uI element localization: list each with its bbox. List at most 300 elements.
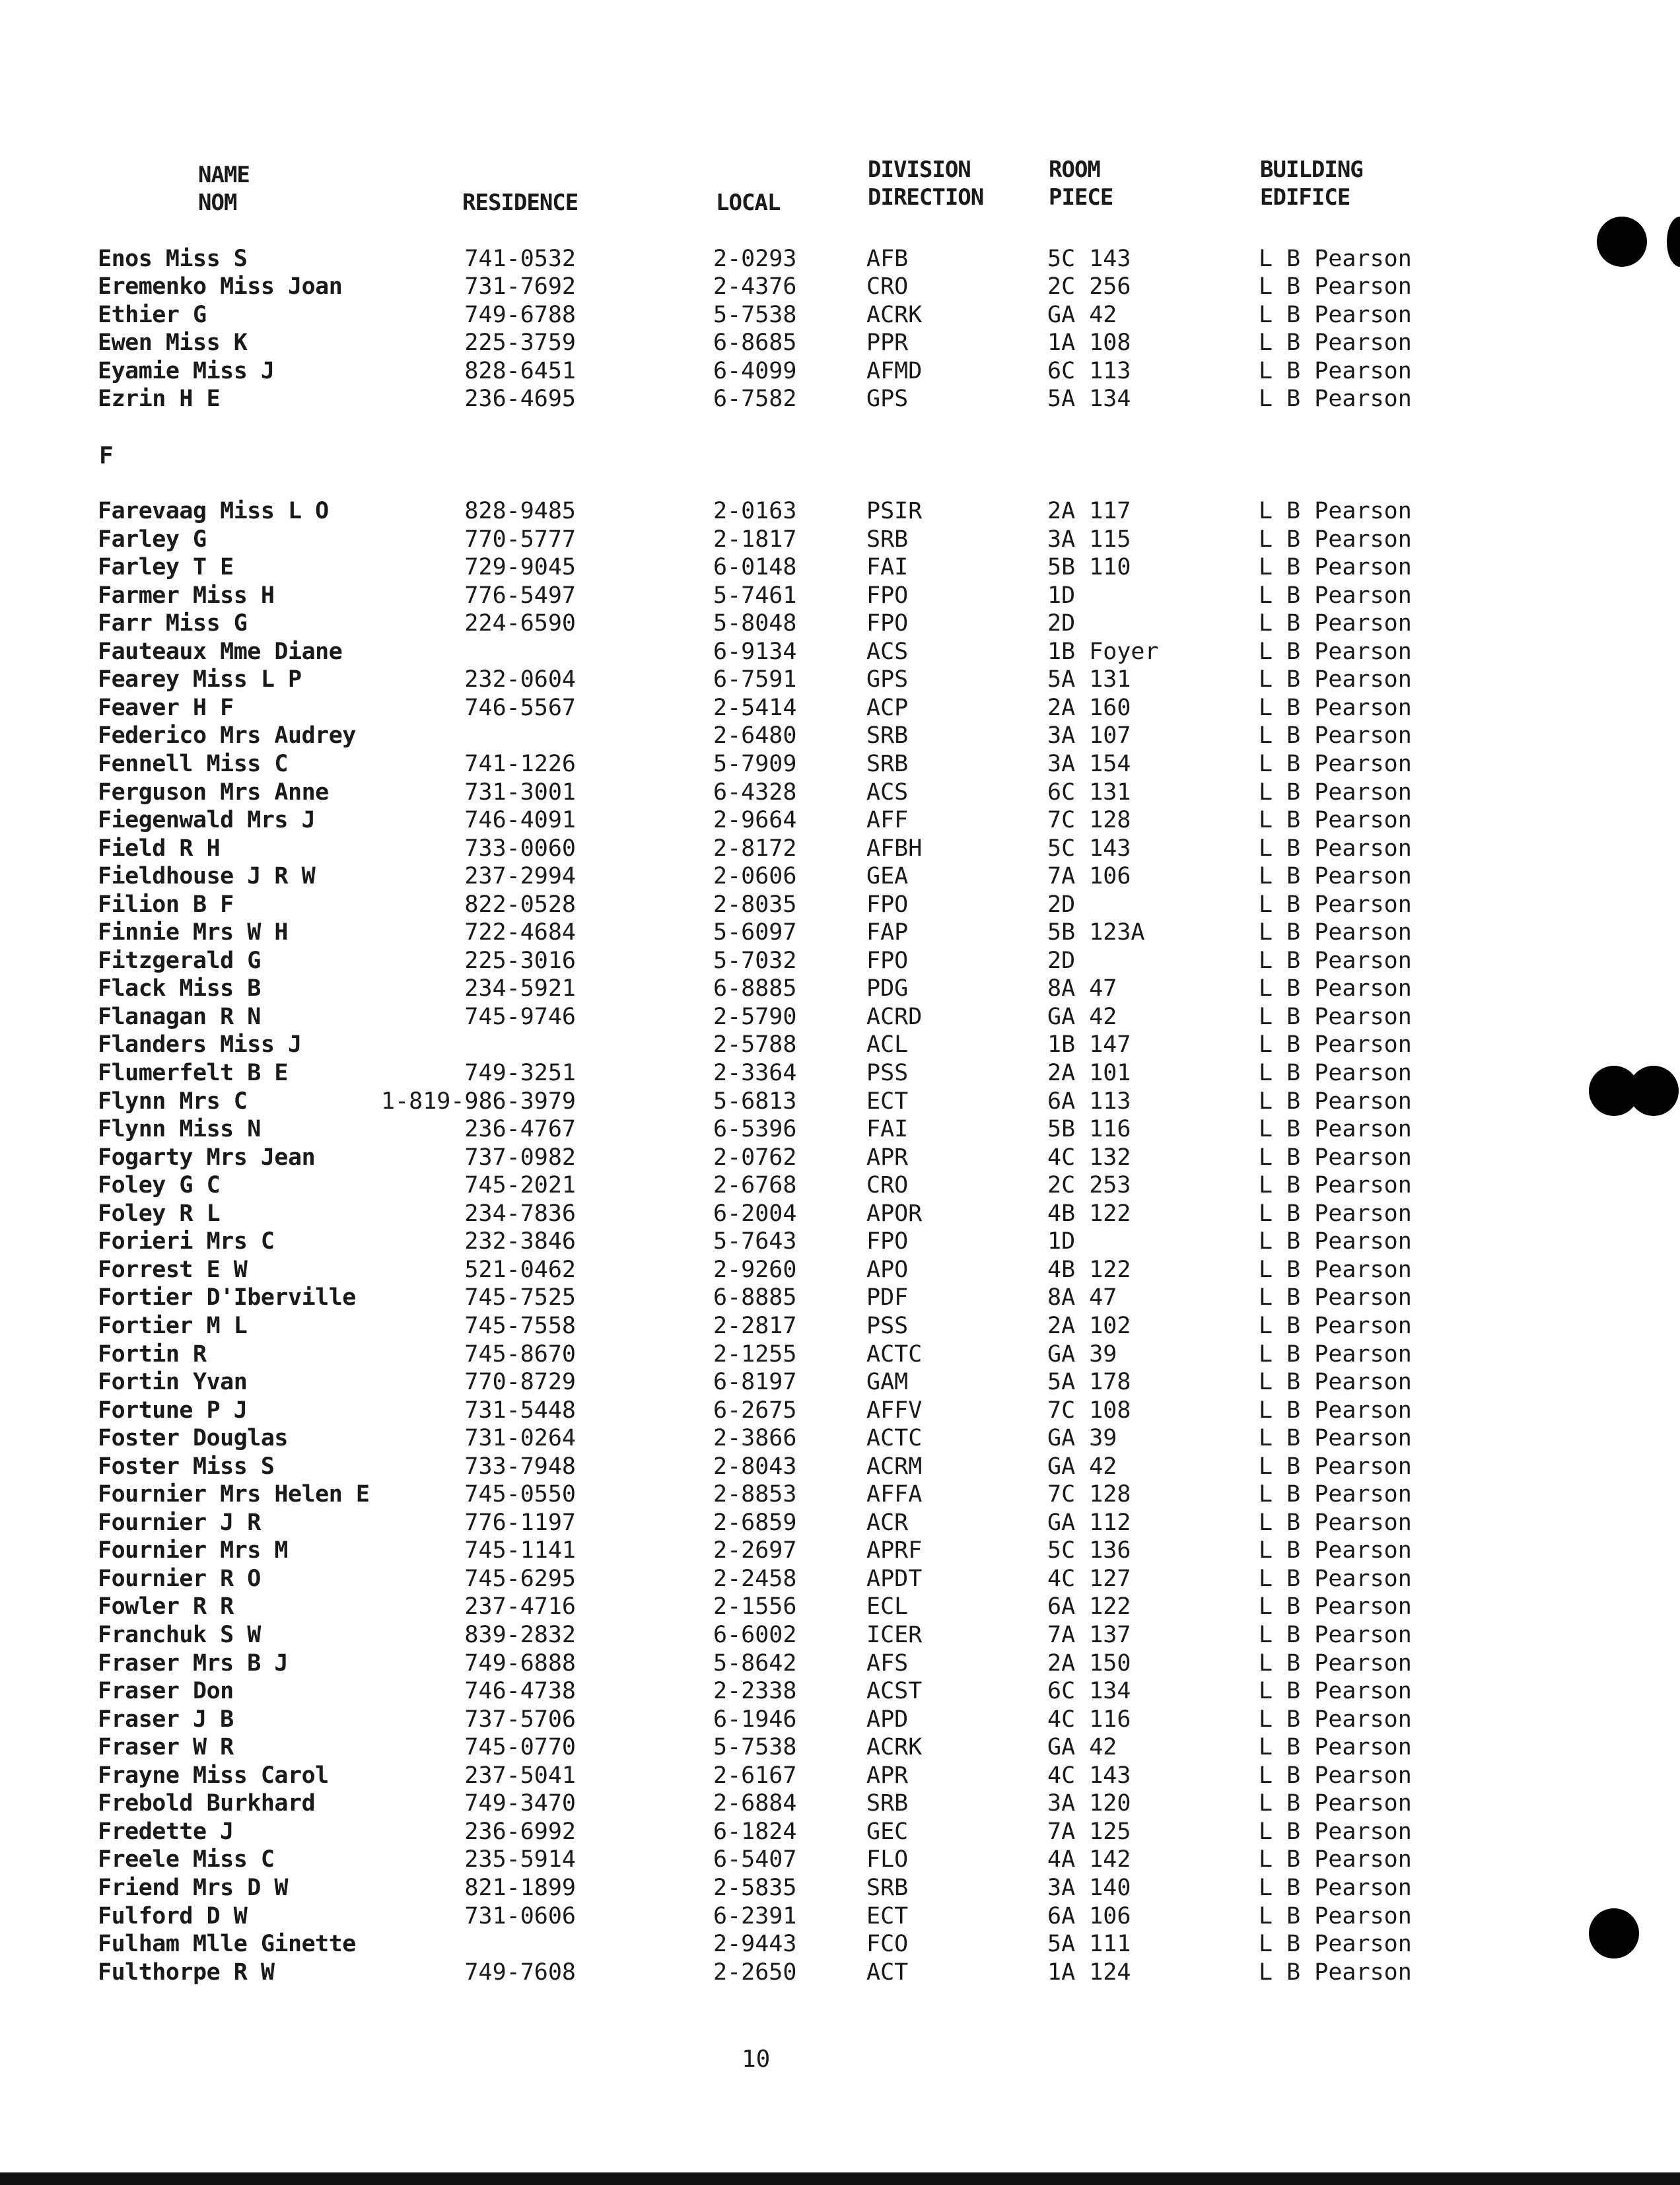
entry-building: L B Pearson xyxy=(1259,1425,1412,1452)
entry-division: AFFA xyxy=(866,1481,923,1508)
entry-room: 1D xyxy=(1047,1228,1076,1255)
entry-division: FCO xyxy=(866,1931,909,1958)
entry-room: 4B 122 xyxy=(1047,1200,1131,1227)
entry-name: Ezrin H E xyxy=(98,386,221,412)
entry-building: L B Pearson xyxy=(1259,807,1412,834)
entry-local: 6-4099 xyxy=(713,357,797,384)
entry-local: 2-5414 xyxy=(713,694,797,721)
entry-division: ECT xyxy=(866,1902,909,1929)
entry-local: 2-9664 xyxy=(713,807,797,834)
entry-local: 2-2817 xyxy=(713,1312,797,1339)
entry-building: L B Pearson xyxy=(1259,1790,1412,1817)
entry-name: Enos Miss S xyxy=(98,246,248,272)
directory-entry xyxy=(0,750,1680,778)
entry-local: 2-8043 xyxy=(713,1453,797,1480)
entry-residence: 822-0528 xyxy=(464,891,576,918)
entry-local: 6-1946 xyxy=(713,1706,797,1733)
directory-entry xyxy=(0,1930,1680,1958)
entry-residence: 237-2994 xyxy=(464,863,576,890)
entry-residence: 749-7608 xyxy=(464,1959,576,1986)
entry-local: 2-6859 xyxy=(713,1509,797,1536)
directory-entry xyxy=(0,553,1680,581)
entry-building: L B Pearson xyxy=(1259,498,1412,524)
entry-room: 5C 136 xyxy=(1047,1537,1131,1564)
entry-residence: 828-6451 xyxy=(464,357,576,384)
entry-name: Flanders Miss J xyxy=(98,1031,302,1058)
entry-name: Flack Miss B xyxy=(98,975,261,1002)
entry-building: L B Pearson xyxy=(1259,750,1412,777)
entry-residence: 521-0462 xyxy=(464,1256,576,1283)
header-residence xyxy=(462,189,578,217)
entry-name: Fournier Mrs M xyxy=(98,1537,289,1564)
entry-local: 2-3364 xyxy=(713,1060,797,1086)
entry-residence: 741-0532 xyxy=(464,246,576,272)
entry-building: L B Pearson xyxy=(1259,1565,1412,1592)
entry-building: L B Pearson xyxy=(1259,638,1412,665)
entry-division: FPO xyxy=(866,1228,909,1255)
entry-division: ACRM xyxy=(866,1453,923,1480)
entry-building: L B Pearson xyxy=(1259,1678,1412,1705)
entry-building: L B Pearson xyxy=(1259,1481,1412,1508)
entry-room: GA 42 xyxy=(1047,301,1117,328)
entry-room: 5A 178 xyxy=(1047,1369,1131,1396)
entry-room: 7C 128 xyxy=(1047,1481,1131,1508)
entry-division: ECL xyxy=(866,1593,909,1620)
header-building xyxy=(1260,156,1363,211)
page-number: 10 xyxy=(742,2046,771,2073)
entry-local: 6-5396 xyxy=(713,1116,797,1143)
entry-residence: 234-5921 xyxy=(464,975,576,1002)
entry-residence: 722-4684 xyxy=(464,919,576,946)
entry-division: AFFV xyxy=(866,1397,923,1424)
entry-local: 2-8853 xyxy=(713,1481,797,1508)
directory-entry xyxy=(0,694,1680,722)
entry-name: Farr Miss G xyxy=(98,610,248,637)
entry-residence: 745-2021 xyxy=(464,1172,576,1199)
entry-division: SRB xyxy=(866,526,909,553)
punch-hole-middle-right xyxy=(1628,1066,1679,1116)
entry-division: APDT xyxy=(866,1565,923,1592)
entry-building: L B Pearson xyxy=(1259,1144,1412,1171)
entry-room: GA 112 xyxy=(1047,1509,1131,1536)
entry-residence: 745-7525 xyxy=(464,1284,576,1311)
entry-local: 2-4376 xyxy=(713,273,797,300)
entry-local: 2-5835 xyxy=(713,1874,797,1901)
entry-room: 2A 101 xyxy=(1047,1060,1131,1086)
entry-division: ICER xyxy=(866,1622,923,1648)
entry-division: PDG xyxy=(866,975,909,1002)
entry-local: 2-0606 xyxy=(713,863,797,890)
entry-division: GAM xyxy=(866,1369,909,1396)
directory-entry xyxy=(0,357,1680,385)
directory-entry xyxy=(0,1031,1680,1058)
header-name xyxy=(198,161,250,217)
entry-building: L B Pearson xyxy=(1259,1031,1412,1058)
entry-local: 2-0163 xyxy=(713,498,797,524)
entry-residence: 737-0982 xyxy=(464,1144,576,1171)
entry-residence: 235-5914 xyxy=(464,1846,576,1873)
entry-building: L B Pearson xyxy=(1259,666,1412,693)
entry-residence: 737-5706 xyxy=(464,1706,576,1733)
header-name-en: NAME xyxy=(198,162,250,188)
entry-residence: 770-8729 xyxy=(464,1369,576,1396)
directory-entry xyxy=(0,806,1680,834)
entry-local: 2-6167 xyxy=(713,1762,797,1789)
directory-entry xyxy=(0,385,1680,413)
entry-residence: 232-3846 xyxy=(464,1228,576,1255)
entry-division: APO xyxy=(866,1256,909,1283)
entry-room: GA 42 xyxy=(1047,1003,1117,1030)
entry-local: 5-7909 xyxy=(713,750,797,777)
entry-building: L B Pearson xyxy=(1259,1340,1412,1368)
entry-name: Federico Mrs Audrey xyxy=(98,722,356,749)
entry-room: 7A 137 xyxy=(1047,1622,1131,1648)
entry-room: 2A 102 xyxy=(1047,1312,1131,1339)
directory-entry xyxy=(0,1565,1680,1593)
entry-building: L B Pearson xyxy=(1259,1593,1412,1620)
entry-building: L B Pearson xyxy=(1259,891,1412,918)
entry-building: L B Pearson xyxy=(1259,1256,1412,1283)
entry-local: 2-5788 xyxy=(713,1031,797,1058)
entry-room: 5A 134 xyxy=(1047,386,1131,412)
entry-building: L B Pearson xyxy=(1259,1116,1412,1143)
entry-residence: 1-819-986-3979 xyxy=(380,1088,576,1115)
directory-entry xyxy=(0,1649,1680,1677)
entry-name: Farevaag Miss L O xyxy=(98,498,329,524)
entry-name: Fournier J R xyxy=(98,1509,261,1536)
entry-name: Fulford D W xyxy=(98,1902,248,1929)
entry-local: 5-6813 xyxy=(713,1088,797,1115)
entry-division: FAP xyxy=(866,919,909,946)
entry-division: FAI xyxy=(866,1116,909,1143)
entry-name: Flynn Miss N xyxy=(98,1116,261,1143)
entry-building: L B Pearson xyxy=(1259,1509,1412,1536)
entry-division: ACTC xyxy=(866,1340,923,1368)
entry-local: 6-5407 xyxy=(713,1846,797,1873)
entry-division: AFS xyxy=(866,1649,909,1677)
entry-room: 8A 47 xyxy=(1047,1284,1117,1311)
entry-building: L B Pearson xyxy=(1259,1228,1412,1255)
entry-building: L B Pearson xyxy=(1259,835,1412,862)
entry-building: L B Pearson xyxy=(1259,1312,1412,1339)
punch-hole-bottom xyxy=(1589,1908,1639,1959)
entry-room: 2D xyxy=(1047,947,1076,974)
entry-room: 5A 131 xyxy=(1047,666,1131,693)
entry-residence: 225-3759 xyxy=(464,329,576,357)
entry-residence: 731-5448 xyxy=(464,1397,576,1424)
entry-room: 4A 142 xyxy=(1047,1846,1131,1873)
entry-local: 5-7643 xyxy=(713,1228,797,1255)
directory-entry xyxy=(0,666,1680,693)
entry-building: L B Pearson xyxy=(1259,554,1412,581)
entry-division: FAI xyxy=(866,554,909,581)
entry-residence: 729-9045 xyxy=(464,554,576,581)
directory-entry xyxy=(0,1509,1680,1537)
entry-building: L B Pearson xyxy=(1259,975,1412,1002)
entry-residence: 234-7836 xyxy=(464,1200,576,1227)
entry-division: PSS xyxy=(866,1060,909,1086)
entry-building: L B Pearson xyxy=(1259,1931,1412,1958)
entry-building: L B Pearson xyxy=(1259,919,1412,946)
entry-residence: 731-0606 xyxy=(464,1902,576,1929)
entry-local: 2-0293 xyxy=(713,246,797,272)
entry-name: Eremenko Miss Joan xyxy=(98,273,343,300)
directory-entry xyxy=(0,1818,1680,1846)
entry-residence: 749-3251 xyxy=(464,1060,576,1086)
entry-name: Fournier R O xyxy=(98,1565,261,1592)
directory-entry xyxy=(0,1256,1680,1284)
entry-room: 3A 154 xyxy=(1047,750,1131,777)
entry-building: L B Pearson xyxy=(1259,779,1412,806)
entry-name: Finnie Mrs W H xyxy=(98,919,289,946)
entry-division: GEC xyxy=(866,1818,909,1845)
entry-local: 2-1817 xyxy=(713,526,797,553)
directory-entry xyxy=(0,582,1680,609)
entry-division: ACRD xyxy=(866,1003,923,1030)
entry-division: ACT xyxy=(866,1959,909,1986)
entry-local: 5-7461 xyxy=(713,582,797,609)
entry-room: 1A 124 xyxy=(1047,1959,1131,1986)
directory-entry xyxy=(0,1228,1680,1255)
directory-entry xyxy=(0,1003,1680,1031)
entry-room: 6C 113 xyxy=(1047,357,1131,384)
entry-local: 2-9260 xyxy=(713,1256,797,1283)
entry-name: Friend Mrs D W xyxy=(98,1874,289,1901)
directory-entry xyxy=(0,1537,1680,1564)
entry-building: L B Pearson xyxy=(1259,329,1412,357)
entry-residence: 731-7692 xyxy=(464,273,576,300)
entry-room: 5A 111 xyxy=(1047,1931,1131,1958)
entry-residence: 236-4695 xyxy=(464,386,576,412)
directory-entry xyxy=(0,862,1680,890)
directory-entry xyxy=(0,1733,1680,1761)
entry-residence: 745-9746 xyxy=(464,1003,576,1030)
entry-room: 4C 143 xyxy=(1047,1762,1131,1789)
entry-division: AFF xyxy=(866,807,909,834)
entry-division: FPO xyxy=(866,610,909,637)
entry-division: ACP xyxy=(866,694,909,721)
entry-local: 2-6768 xyxy=(713,1172,797,1199)
entry-building: L B Pearson xyxy=(1259,1649,1412,1677)
entry-name: Fogarty Mrs Jean xyxy=(98,1144,316,1171)
entry-room: 4C 116 xyxy=(1047,1706,1131,1733)
entry-division: CRO xyxy=(866,1172,909,1199)
entry-building: L B Pearson xyxy=(1259,947,1412,974)
directory-entry xyxy=(0,722,1680,749)
directory-entry xyxy=(0,1171,1680,1199)
entry-residence: 731-3001 xyxy=(464,779,576,806)
entry-room: 2C 256 xyxy=(1047,273,1131,300)
directory-entry xyxy=(0,301,1680,329)
entry-name: Frebold Burkhard xyxy=(98,1790,316,1817)
entry-room: 6C 131 xyxy=(1047,779,1131,806)
entry-local: 6-8685 xyxy=(713,329,797,357)
directory-entry xyxy=(0,1088,1680,1115)
directory-entry xyxy=(0,1706,1680,1733)
directory-entry xyxy=(0,1453,1680,1480)
header-division-fr: DIRECTION xyxy=(868,184,984,211)
entry-residence: 745-0770 xyxy=(464,1734,576,1761)
entry-residence: 821-1899 xyxy=(464,1874,576,1901)
entry-residence: 741-1226 xyxy=(464,750,576,777)
entry-local: 6-1824 xyxy=(713,1818,797,1845)
entry-residence: 745-7558 xyxy=(464,1312,576,1339)
entry-residence: 749-3470 xyxy=(464,1790,576,1817)
entry-division: ECT xyxy=(866,1088,909,1115)
entry-local: 2-5790 xyxy=(713,1003,797,1030)
scan-edge-bar xyxy=(0,2172,1680,2185)
entry-name: Fortin R xyxy=(98,1340,207,1368)
entry-name: Fortier D'Iberville xyxy=(98,1284,356,1311)
entry-division: SRB xyxy=(866,750,909,777)
entry-local: 6-2004 xyxy=(713,1200,797,1227)
header-building-fr: EDIFICE xyxy=(1260,184,1350,211)
entry-division: FLO xyxy=(866,1846,909,1873)
entry-residence: 776-1197 xyxy=(464,1509,576,1536)
entry-room: 2D xyxy=(1047,610,1076,637)
entry-residence: 749-6888 xyxy=(464,1649,576,1677)
entry-name: Farley T E xyxy=(98,554,234,581)
directory-entry xyxy=(0,1397,1680,1424)
entry-residence: 236-4767 xyxy=(464,1116,576,1143)
entry-residence: 839-2832 xyxy=(464,1622,576,1648)
entry-room: 2D xyxy=(1047,891,1076,918)
entry-building: L B Pearson xyxy=(1259,863,1412,890)
entry-local: 6-4328 xyxy=(713,779,797,806)
directory-entry xyxy=(0,1789,1680,1817)
entry-division: APOR xyxy=(866,1200,923,1227)
entry-building: L B Pearson xyxy=(1259,1902,1412,1929)
directory-entry xyxy=(0,891,1680,919)
directory-entry xyxy=(0,1480,1680,1508)
entry-local: 6-2391 xyxy=(713,1902,797,1929)
entry-local: 6-2675 xyxy=(713,1397,797,1424)
entry-division: AFBH xyxy=(866,835,923,862)
entry-building: L B Pearson xyxy=(1259,1622,1412,1648)
directory-entry xyxy=(0,526,1680,553)
entry-name: Fiegenwald Mrs J xyxy=(98,807,316,834)
directory-entry xyxy=(0,1959,1680,1986)
entry-division: ACRK xyxy=(866,1734,923,1761)
entry-local: 6-8885 xyxy=(713,975,797,1002)
directory-entry xyxy=(0,975,1680,1002)
entry-name: Ewen Miss K xyxy=(98,329,248,357)
entry-local: 5-7538 xyxy=(713,301,797,328)
entry-name: Franchuk S W xyxy=(98,1622,261,1648)
entry-name: Fulham Mlle Ginette xyxy=(98,1931,356,1958)
entry-building: L B Pearson xyxy=(1259,1397,1412,1424)
entry-building: L B Pearson xyxy=(1259,246,1412,272)
entry-division: SRB xyxy=(866,722,909,749)
directory-entry xyxy=(0,1200,1680,1228)
entry-building: L B Pearson xyxy=(1259,357,1412,384)
entry-name: Fraser Don xyxy=(98,1678,234,1705)
entry-name: Flanagan R N xyxy=(98,1003,261,1030)
entry-local: 6-7582 xyxy=(713,386,797,412)
entry-local: 5-7538 xyxy=(713,1734,797,1761)
entry-name: Fulthorpe R W xyxy=(98,1959,275,1986)
directory-entry xyxy=(0,638,1680,666)
entry-building: L B Pearson xyxy=(1259,1060,1412,1086)
entry-division: ACS xyxy=(866,779,909,806)
directory-entry xyxy=(0,1312,1680,1340)
entry-building: L B Pearson xyxy=(1259,386,1412,412)
entry-residence: 237-5041 xyxy=(464,1762,576,1789)
header-name-fr: NOM xyxy=(198,190,237,216)
entry-room: 5C 143 xyxy=(1047,835,1131,862)
entry-residence: 746-4091 xyxy=(464,807,576,834)
entry-building: L B Pearson xyxy=(1259,526,1412,553)
entry-name: Ethier G xyxy=(98,301,207,328)
directory-entry xyxy=(0,1874,1680,1902)
entry-name: Fredette J xyxy=(98,1818,234,1845)
entry-residence: 745-1141 xyxy=(464,1537,576,1564)
entry-room: GA 39 xyxy=(1047,1425,1117,1452)
entry-room: 4B 122 xyxy=(1047,1256,1131,1283)
directory-entry xyxy=(0,1902,1680,1930)
directory-entry xyxy=(0,1677,1680,1705)
entry-room: 6A 122 xyxy=(1047,1593,1131,1620)
entry-room: 5C 143 xyxy=(1047,246,1131,272)
entry-residence: 733-0060 xyxy=(464,835,576,862)
entry-building: L B Pearson xyxy=(1259,1537,1412,1564)
entry-residence: 745-0550 xyxy=(464,1481,576,1508)
entry-building: L B Pearson xyxy=(1259,610,1412,637)
entry-name: Fournier Mrs Helen E xyxy=(98,1481,370,1508)
entry-division: APR xyxy=(866,1762,909,1789)
entry-name: Ferguson Mrs Anne xyxy=(98,779,329,806)
entry-residence: 828-9485 xyxy=(464,498,576,524)
entry-division: ACST xyxy=(866,1678,923,1705)
entry-division: GEA xyxy=(866,863,909,890)
entry-local: 6-0148 xyxy=(713,554,797,581)
entry-room: 5B 110 xyxy=(1047,554,1131,581)
entry-local: 5-8642 xyxy=(713,1649,797,1677)
directory-entry xyxy=(0,609,1680,637)
entry-division: SRB xyxy=(866,1874,909,1901)
entry-division: FPO xyxy=(866,891,909,918)
entry-name: Fitzgerald G xyxy=(98,947,261,974)
entry-building: L B Pearson xyxy=(1259,1284,1412,1311)
entry-room: 7C 108 xyxy=(1047,1397,1131,1424)
entry-division: APD xyxy=(866,1706,909,1733)
entry-building: L B Pearson xyxy=(1259,1172,1412,1199)
entry-room: 3A 120 xyxy=(1047,1790,1131,1817)
entry-room: 2A 117 xyxy=(1047,498,1131,524)
entry-room: 6C 134 xyxy=(1047,1678,1131,1705)
entry-room: 2C 253 xyxy=(1047,1172,1131,1199)
header-room xyxy=(1049,156,1113,211)
entry-division: PSS xyxy=(866,1312,909,1339)
entry-local: 2-1556 xyxy=(713,1593,797,1620)
entry-name: Fraser J B xyxy=(98,1706,234,1733)
entry-room: 7A 106 xyxy=(1047,863,1131,890)
entry-name: Foster Miss S xyxy=(98,1453,275,1480)
entry-room: 5B 116 xyxy=(1047,1116,1131,1143)
entry-name: Foley R L xyxy=(98,1200,221,1227)
entry-division: ACS xyxy=(866,638,909,665)
entry-residence: 731-0264 xyxy=(464,1425,576,1452)
entry-division: PSIR xyxy=(866,498,923,524)
entry-residence: 746-5567 xyxy=(464,694,576,721)
entry-division: APR xyxy=(866,1144,909,1171)
entry-name: Fennell Miss C xyxy=(98,750,289,777)
entry-residence: 237-4716 xyxy=(464,1593,576,1620)
directory-entry xyxy=(0,835,1680,862)
entry-building: L B Pearson xyxy=(1259,722,1412,749)
directory-entry xyxy=(0,1846,1680,1873)
entry-building: L B Pearson xyxy=(1259,301,1412,328)
